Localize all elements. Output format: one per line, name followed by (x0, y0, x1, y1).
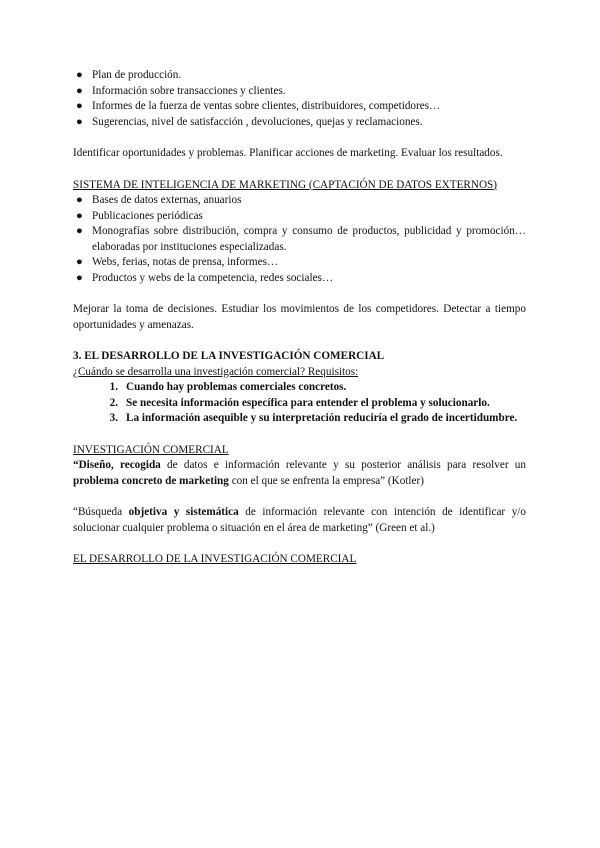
list-item: ● Plan de producción. (73, 68, 526, 84)
paragraph-objectives: Identificar oportunidades y problemas. Planificar acciones de marketing. Evaluar los resultados. (73, 147, 503, 159)
external-data-list (73, 193, 526, 286)
final-heading: EL DESARROLLO DE LA INVESTIGACIÓN COMERCIAL (73, 553, 357, 565)
bullet-icon: ● (76, 256, 83, 268)
subsection-heading: INVESTIGACIÓN COMERCIAL (73, 443, 229, 456)
list-item: ● Productos y webs de la competencia, redes sociales… (73, 271, 526, 287)
list-item: ● Sugerencias, nivel de satisfacción , devoluciones, quejas y reclamaciones. (73, 115, 526, 131)
page-content (73, 68, 526, 568)
bullet-icon: ● (76, 84, 83, 97)
internal-data-list (73, 68, 526, 130)
section-title: 3. EL DESARROLLO DE LA INVESTIGACIÓN COMERCIAL (73, 350, 385, 362)
definition-kotler: “Diseño, recogida de datos e información relevante y su posterior análisis para resolver un problema concreto de marketing con el que se enfrenta la empresa” (Kotler) (73, 459, 526, 487)
list-item: ● Bases de datos externas, anuarios (73, 193, 526, 209)
bullet-icon: ● (76, 100, 83, 112)
requirement-item: 1. Cuando hay problemas comerciales concretos. (73, 380, 526, 396)
requirement-number: 1. (109, 381, 118, 393)
bullet-icon: ● (76, 225, 83, 237)
definition-green: “Búsqueda objetiva y sistemática de información relevante con intención de identificar y/o solucionar cualquier problema o situación en el área de marketing” (Green et al.) (73, 506, 527, 534)
requirement-item: 3. La información asequible y su interpretación reduciría el grado de incertidumbre. (73, 411, 526, 427)
section-question: ¿Cuándo se desarrolla una investigación comercial? Requisitos: (73, 365, 359, 378)
list-item: ● Informes de la fuerza de ventas sobre clientes, distribuidores, competidores… (73, 99, 526, 115)
requirement-number: 3. (109, 412, 118, 424)
requirements-list (73, 380, 526, 427)
bullet-icon: ● (76, 194, 83, 206)
requirement-number: 2. (109, 396, 118, 409)
paragraph-decisions: Mejorar la toma de decisiones. Estudiar los movimientos de los competidores. Detectar a tiempo oportunidades y amenazas. (73, 303, 526, 331)
bullet-icon: ● (76, 69, 83, 81)
bullet-icon: ● (76, 209, 83, 222)
list-item: ● Webs, ferias, notas de prensa, informes… (73, 255, 526, 271)
list-item: ● Información sobre transacciones y clientes. (73, 84, 526, 100)
bullet-icon: ● (76, 271, 83, 284)
requirement-item: 2. Se necesita información específica para entender el problema y solucionarlo. (73, 396, 526, 412)
list-item: ● Monografías sobre distribución, compra y consumo de productos, publicidad y promoción…elaboradas por instituciones especializadas. (76, 225, 526, 253)
bullet-icon: ● (76, 115, 83, 128)
list-item: ● Publicaciones periódicas (73, 209, 526, 225)
section-heading-sim: SISTEMA DE INTELIGENCIA DE MARKETING (CAPTACIÓN DE DATOS EXTERNOS) (73, 178, 498, 191)
